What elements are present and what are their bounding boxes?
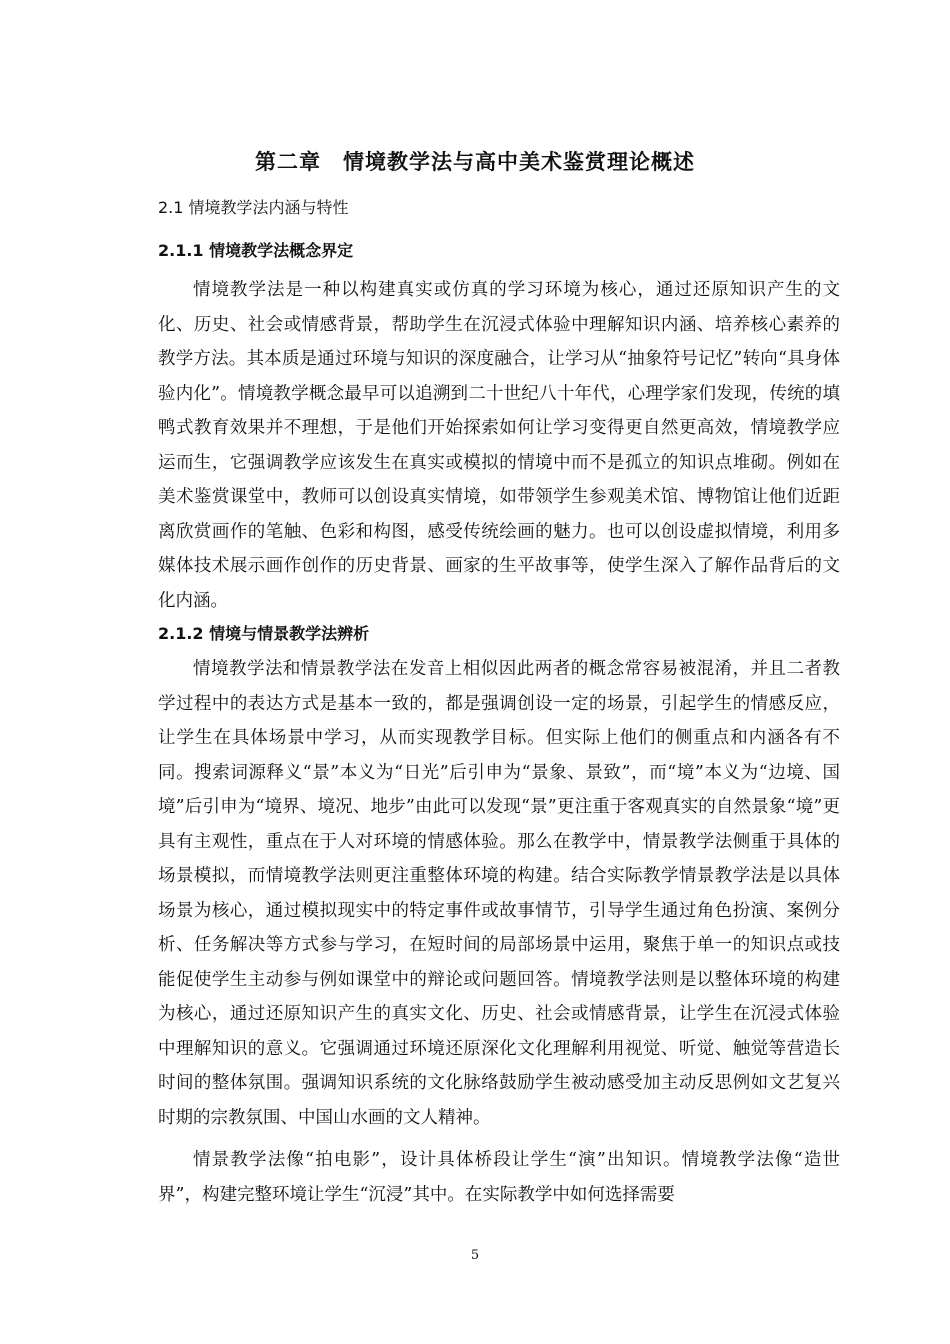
page-number: 5 xyxy=(470,1248,480,1263)
section-heading-2-1-1: 2.1.1 情境教学法概念界定 xyxy=(158,241,354,260)
paragraph-comparison: 情境教学法和情景教学法在发音上相似因此两者的概念常容易被混淆，并且二者教学过程中的表达方式是基本一致的，都是强调创设一定的场景，引起学生的情感反应，让学生在具体场景中学习，从而实现教学目标。但实际上他们的侧重点和内涵各有不同。搜索词源释义“景”本义为“日光”后引申为“景象、景致”，而“境”本义为“边境、国境”后引申为“境界、境况、地步”由此可以发现“景”更注重于客观真实的自然景象“境”更具有主观性，重点在于人对环境的情感体验。那么在教学中，情景教学法侧重于具体的场景模拟，而情境教学法则更注重整体环境的构建。结合实际教学情景教学法是以具体场景为核心，通过模拟现实中的特定事件或故事情节，引导学生通过角色扮演、案例分析、任务解决等方式参与学习，在短时间的局部场景中运用，聚焦于单一的知识点或技能促使学生主动参与例如课堂中的辩论或问题回答。情境教学法则是以整体环境的构建为核心，通过还原知识产生的真实文化、历史、社会或情感背景，让学生在沉浸式体验中理解知识的意义。它强调通过环境还原深化文化理解利用视觉、听觉、触觉等营造长时间的整体氛围。强调知识系统的文化脉络鼓励学生被动感受加主动反思例如文艺复兴时期的宗教氛围、中国山水画的文人精神。 xyxy=(158,659,840,1128)
chapter-title: 第二章 情境教学法与高中美术鉴赏理论概述 xyxy=(255,150,695,174)
section-heading-2-1-2: 2.1.2 情境与情景教学法辨析 xyxy=(158,624,370,643)
paragraph-concept-definition: 情境教学法是一种以构建真实或仿真的学习环境为核心，通过还原知识产生的文化、历史、社会或情感背景，帮助学生在沉浸式体验中理解知识内涵、培养核心素养的教学方法。其本质是通过环境与知识的深度融合，让学习从“抽象符号记忆”转向“具身体验内化”。情境教学概念最早可以追溯到二十世纪八十年代，心理学家们发现，传统的填鸭式教育效果并不理想，于是他们开始探索如何让学习变得更自然更高效，情境教学应运而生，它强调教学应该发生在真实或模拟的情境中而不是孤立的知识点堆砌。例如在美术鉴赏课堂中，教师可以创设真实情境，如带领学生参观美术馆、博物馆让他们近距离欣赏画作的笔触、色彩和构图，感受传统绘画的魅力。也可以创设虚拟情境，利用多媒体技术展示画作创作的历史背景、画家的生平故事等，使学生深入了解作品背后的文化内涵。 xyxy=(158,280,840,611)
paragraph-analogy: 情景教学法像“拍电影”，设计具体桥段让学生“演”出知识。情境教学法像“造世界”，构建完整环境让学生“沉浸”其中。在实际教学中如何选择需要 xyxy=(158,1150,840,1205)
section-heading-2-1: 2.1 情境教学法内涵与特性 xyxy=(158,198,349,217)
